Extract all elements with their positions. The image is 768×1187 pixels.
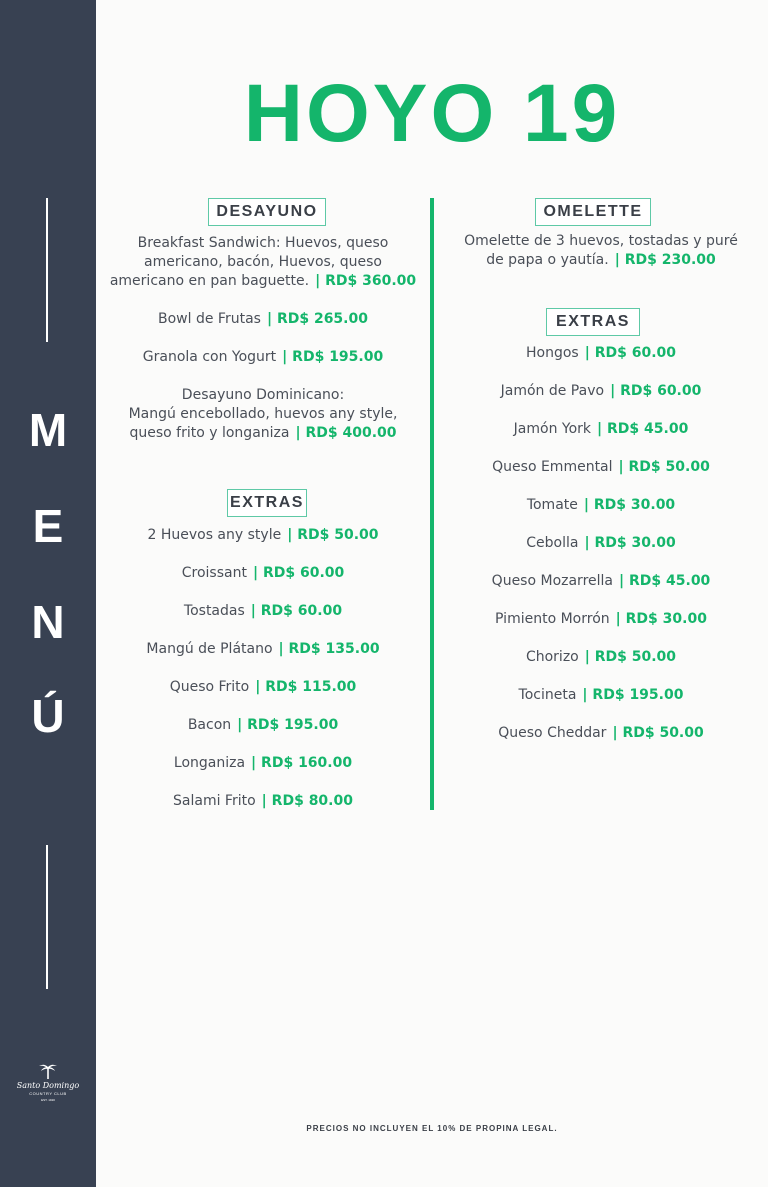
item-desc-line: Breakfast Sandwich: Huevos, queso xyxy=(137,235,389,251)
item-price: | RD$ 60.00 xyxy=(251,603,342,619)
item-name: Queso Frito xyxy=(169,679,250,695)
country-club-logo xyxy=(10,1063,86,1103)
item-price: | RD$ 360.00 xyxy=(315,273,416,289)
menu-item xyxy=(96,234,430,291)
extra-item xyxy=(96,792,430,811)
item-name: Chorizo xyxy=(525,649,579,665)
item-name: Tomate xyxy=(526,497,578,513)
item-price: | RD$ 60.00 xyxy=(253,565,344,581)
extras-heading-left: EXTRAS xyxy=(227,489,307,517)
item-name: Tocineta xyxy=(518,687,577,703)
item-price: | RD$ 50.00 xyxy=(612,725,703,741)
item-name: Pimiento Morrón xyxy=(495,611,610,627)
extra-item xyxy=(434,610,768,629)
logo-script: Santo Domingo xyxy=(16,1081,80,1090)
extra-item xyxy=(434,382,768,401)
item-price: | RD$ 60.00 xyxy=(610,383,701,399)
item-price: | RD$ 135.00 xyxy=(279,641,380,657)
item-name: Salami Frito xyxy=(173,793,256,809)
item-desc-line: Mangú encebollado, huevos any style, xyxy=(128,406,398,422)
right-column xyxy=(434,0,768,1187)
extra-item xyxy=(434,724,768,743)
extra-item xyxy=(434,420,768,439)
item-price: | RD$ 45.00 xyxy=(597,421,688,437)
omelette-heading: OMELETTE xyxy=(535,198,651,226)
item-price: | RD$ 45.00 xyxy=(619,573,710,589)
menu-letter-e: E xyxy=(32,500,64,552)
item-price: | RD$ 30.00 xyxy=(616,611,707,627)
menu-letter-n: N xyxy=(31,596,65,648)
left-column xyxy=(96,0,430,1187)
item-price: | RD$ 195.00 xyxy=(282,349,383,365)
item-name: 2 Huevos any style xyxy=(147,527,282,543)
item-name: Croissant xyxy=(181,565,247,581)
item-name: Mangú de Plátano xyxy=(146,641,273,657)
extra-item xyxy=(96,602,430,621)
palm-tree-icon xyxy=(37,1063,59,1079)
item-name: Jamón York xyxy=(513,421,592,437)
extra-item xyxy=(96,564,430,583)
item-price: | RD$ 400.00 xyxy=(295,425,396,441)
extra-item xyxy=(96,526,430,545)
item-price: | RD$ 30.00 xyxy=(584,497,675,513)
sidebar xyxy=(0,0,96,1187)
item-name: Longaniza xyxy=(173,755,246,771)
item-name: Queso Mozarrella xyxy=(491,573,613,589)
menu-item xyxy=(96,386,430,443)
item-name: Bacon xyxy=(187,717,232,733)
item-name: americano en pan baguette. xyxy=(109,273,310,289)
extra-item xyxy=(96,754,430,773)
logo-est: EST. 1920 xyxy=(41,1098,55,1102)
item-price: | RD$ 30.00 xyxy=(584,535,675,551)
item-name: Queso Emmental xyxy=(492,459,613,475)
item-name: Queso Cheddar xyxy=(498,725,607,741)
item-price: | RD$ 115.00 xyxy=(255,679,356,695)
extra-item xyxy=(434,344,768,363)
item-name: Granola con Yogurt xyxy=(142,349,277,365)
item-price: | RD$ 265.00 xyxy=(267,311,368,327)
item-name: Jamón de Pavo xyxy=(500,383,605,399)
item-price: | RD$ 50.00 xyxy=(619,459,710,475)
sidebar-bottom-rule xyxy=(46,845,48,989)
item-price: | RD$ 195.00 xyxy=(237,717,338,733)
menu-item xyxy=(96,310,430,329)
item-price: | RD$ 50.00 xyxy=(287,527,378,543)
extra-item xyxy=(434,572,768,591)
item-price: | RD$ 160.00 xyxy=(251,755,352,771)
extras-heading-right: EXTRAS xyxy=(546,308,640,336)
extra-item xyxy=(96,640,430,659)
extra-item xyxy=(96,678,430,697)
item-name: Bowl de Frutas xyxy=(158,311,261,327)
menu-letter-u: Ú xyxy=(31,690,65,742)
item-name: queso frito y longaniza xyxy=(129,425,290,441)
item-desc-line: americano, bacón, Huevos, queso xyxy=(144,254,382,270)
item-price: | RD$ 80.00 xyxy=(262,793,353,809)
extra-item xyxy=(434,534,768,553)
extra-item xyxy=(434,648,768,667)
page-title: HOYO 19 xyxy=(243,68,621,159)
desayuno-heading: DESAYUNO xyxy=(208,198,326,226)
item-desc-line: Omelette de 3 huevos, tostadas y puré xyxy=(464,233,738,249)
item-name: Tostadas xyxy=(183,603,245,619)
item-name: Hongos xyxy=(525,345,579,361)
item-name: Cebolla xyxy=(526,535,579,551)
extra-item xyxy=(434,458,768,477)
sidebar-top-rule xyxy=(46,198,48,342)
item-desc-line: Desayuno Dominicano: xyxy=(181,387,345,403)
extra-item xyxy=(434,686,768,705)
extra-item xyxy=(96,716,430,735)
item-name: de papa o yautía. xyxy=(486,252,609,268)
menu-item xyxy=(96,348,430,367)
item-price: | RD$ 195.00 xyxy=(582,687,683,703)
item-price: | RD$ 230.00 xyxy=(615,252,716,268)
menu-letter-m: M xyxy=(28,404,68,456)
logo-sub: COUNTRY CLUB xyxy=(29,1091,67,1096)
extra-item xyxy=(434,496,768,515)
item-price: | RD$ 60.00 xyxy=(585,345,676,361)
footer-note: PRECIOS NO INCLUYEN EL 10% DE PROPINA LEGAL. xyxy=(306,1124,558,1133)
item-price: | RD$ 50.00 xyxy=(585,649,676,665)
menu-item xyxy=(434,232,768,270)
